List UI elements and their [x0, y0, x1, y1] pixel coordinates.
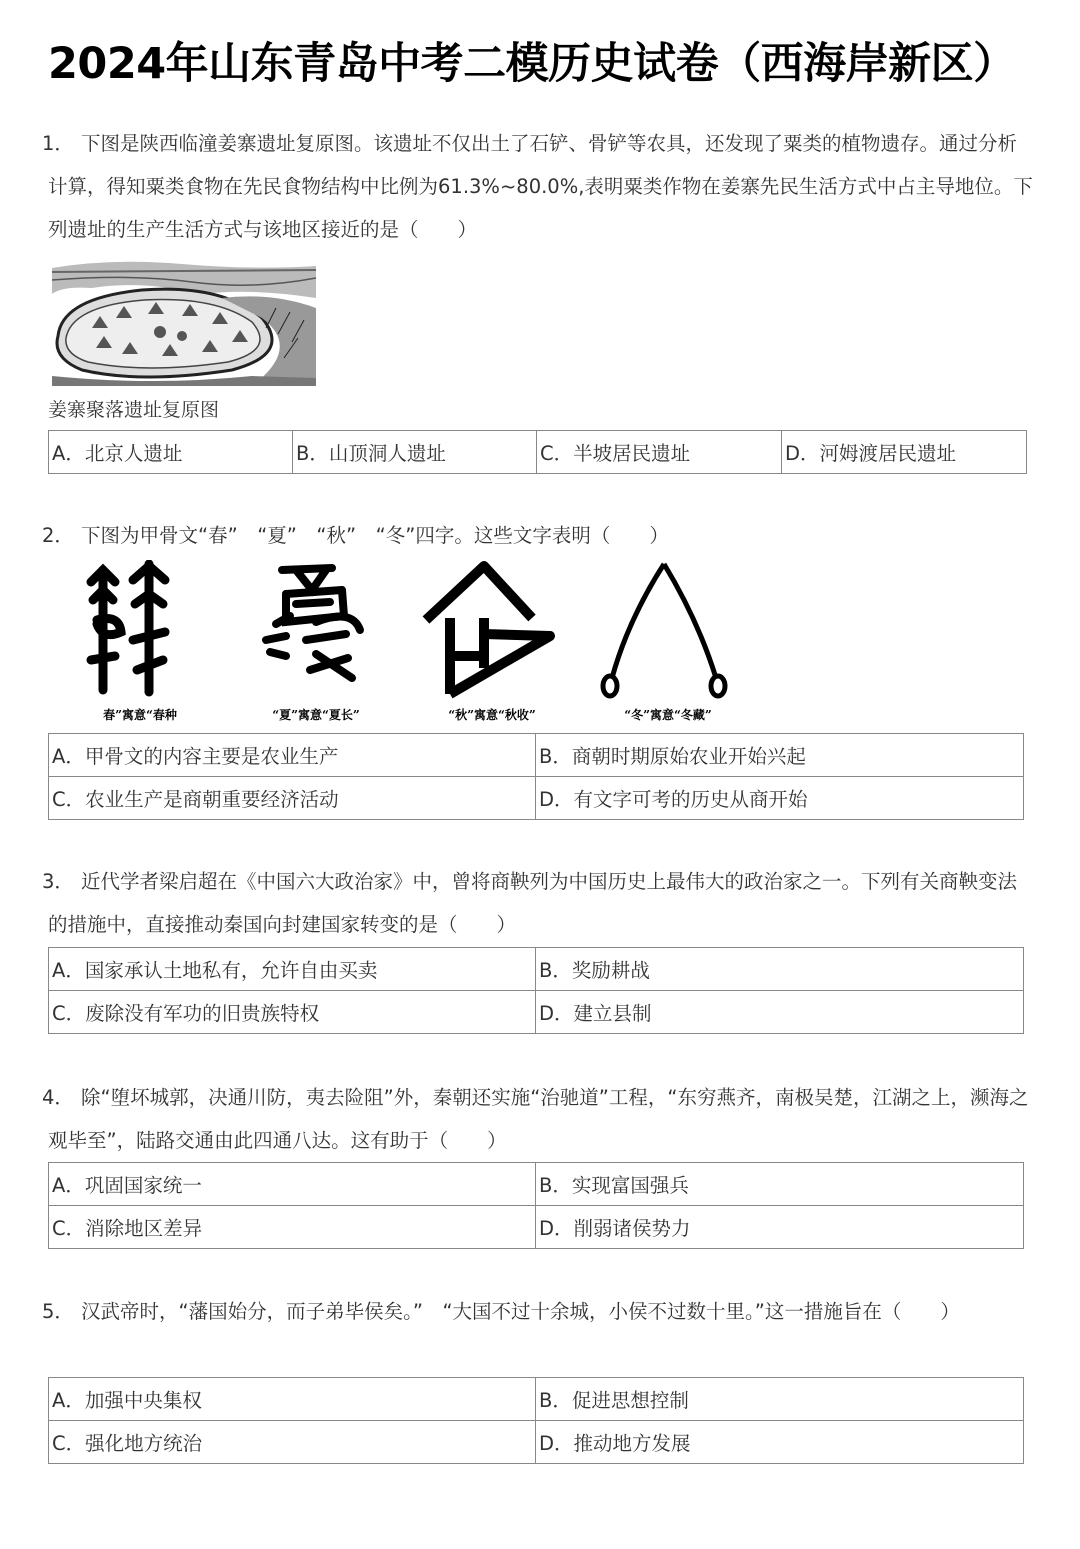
question-2 — [42, 514, 1033, 557]
oracle-summer-glyph — [256, 560, 376, 700]
option-d[interactable]: D．河姆渡居民遗址 — [782, 431, 1027, 474]
oracle-spring — [52, 560, 228, 723]
option-c[interactable]: C．强化地方统治 — [49, 1421, 536, 1464]
question-text: 除“堕坏城郭，决通川防，夷去险阻”外，秦朝还实施“治驰道”工程，“东穷燕齐，南极吴楚，江湖之上，濒海之观毕至”，陆路交通由此四通八达。这有助于（ ） — [48, 1086, 1029, 1152]
question-text: 下图为甲骨文“春” “夏” “秋” “冬”四字。这些文字表明（ ） — [81, 524, 669, 547]
options-table-1 — [48, 430, 1027, 474]
option-a[interactable]: A．北京人遗址 — [49, 431, 293, 474]
oracle-summer — [228, 560, 404, 723]
question-5 — [42, 1290, 1033, 1333]
option-c[interactable]: C．农业生产是商朝重要经济活动 — [49, 777, 536, 820]
question-text: 近代学者梁启超在《中国六大政治家》中，曾将商鞅列为中国历史上最伟大的政治家之一。下列有关商鞅变法的措施中，直接推动秦国向封建国家转变的是（ ） — [48, 870, 1018, 936]
question-number: 3． — [42, 870, 74, 893]
question-number: 1． — [42, 132, 74, 155]
question-text: 下图是陕西临潼姜寨遗址复原图。该遗址不仅出土了石铲、骨铲等农具，还发现了粟类的植物遗存。通过分析计算，得知粟类食物在先民食物结构中比例为61.3%~80.0%,表明粟类作物在姜寨先民生活方式中占主导地位。下列遗址的生产生活方式与该地区接近的是（ ） — [48, 132, 1033, 241]
options-table-3 — [48, 947, 1024, 1034]
oracle-caption: “夏”寓意“夏长” — [272, 708, 360, 722]
page-title: 2024年山东青岛中考二模历史试卷（西海岸新区） — [48, 39, 1016, 89]
oracle-bone-characters — [52, 560, 756, 723]
oracle-winter — [580, 560, 756, 723]
option-b[interactable]: B．山顶洞人遗址 — [293, 431, 537, 474]
option-c[interactable]: C．半坡居民遗址 — [537, 431, 782, 474]
option-b[interactable]: B．商朝时期原始农业开始兴起 — [536, 734, 1024, 777]
options-table-4 — [48, 1162, 1024, 1249]
option-c[interactable]: C．废除没有军功的旧贵族特权 — [49, 991, 536, 1034]
option-d[interactable]: D．建立县制 — [536, 991, 1024, 1034]
question-text: 汉武帝时，“藩国始分，而子弟毕侯矣。” “大国不过十余城，小侯不过数十里。”这一措施旨在（ ） — [81, 1300, 960, 1323]
oracle-winter-glyph — [598, 560, 738, 700]
option-d[interactable]: D．有文字可考的历史从商开始 — [536, 777, 1024, 820]
options-table-5 — [48, 1377, 1024, 1464]
option-c[interactable]: C．消除地区差异 — [49, 1206, 536, 1249]
question-number: 2． — [42, 524, 74, 547]
oracle-caption: “冬”寓意“冬藏” — [624, 708, 712, 722]
oracle-caption: 春”寓意“春种 — [103, 708, 177, 722]
oracle-spring-glyph — [85, 560, 195, 700]
question-4 — [42, 1076, 1033, 1162]
question-number: 4． — [42, 1086, 74, 1109]
option-a[interactable]: A．国家承认土地私有，允许自由买卖 — [49, 948, 536, 991]
oracle-caption: “秋”寓意“秋收” — [448, 708, 536, 722]
option-b[interactable]: B．促进思想控制 — [536, 1378, 1024, 1421]
oracle-autumn — [404, 560, 580, 723]
option-b[interactable]: B．奖励耕战 — [536, 948, 1024, 991]
question-1 — [42, 122, 1033, 251]
jiangzhai-site-illustration — [52, 258, 316, 386]
option-a[interactable]: A．加强中央集权 — [49, 1378, 536, 1421]
option-d[interactable]: D．推动地方发展 — [536, 1421, 1024, 1464]
question-3 — [42, 860, 1033, 946]
option-a[interactable]: A．甲骨文的内容主要是农业生产 — [49, 734, 536, 777]
option-a[interactable]: A．巩固国家统一 — [49, 1163, 536, 1206]
option-b[interactable]: B．实现富国强兵 — [536, 1163, 1024, 1206]
option-d[interactable]: D．削弱诸侯势力 — [536, 1206, 1024, 1249]
question-number: 5． — [42, 1300, 74, 1323]
image-caption: 姜寨聚落遗址复原图 — [48, 399, 220, 421]
oracle-autumn-glyph — [422, 560, 562, 700]
options-table-2 — [48, 733, 1024, 820]
